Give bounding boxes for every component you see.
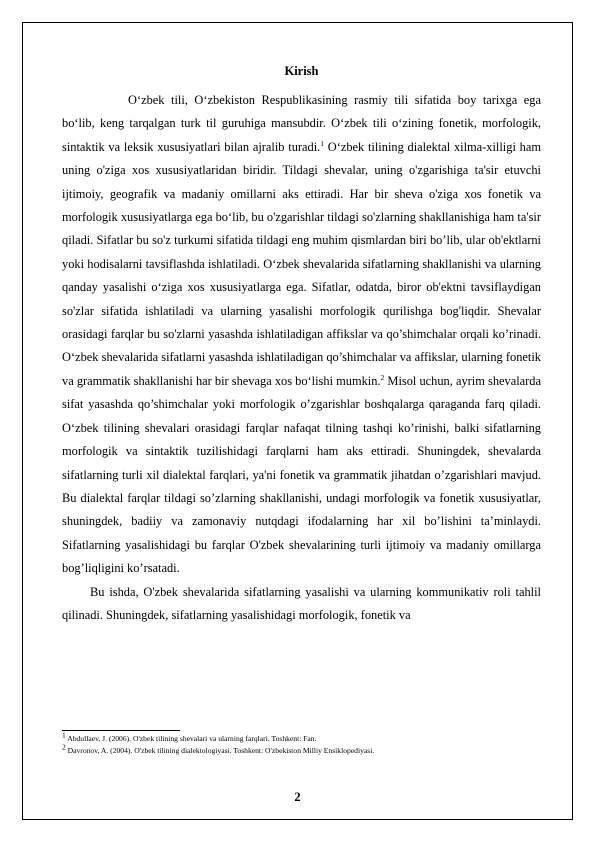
footnote-mark: 1	[62, 730, 66, 740]
footnote-text: Davronov, A. (2004). O'zbek tilining dialektologiyasi. Toshkent: O'zbekiston Milliy Ensiklopediyasi.	[65, 746, 375, 755]
paragraph-text: O‘zbek tilining dialektal xilma-xilligi ham uning o'ziga xos xususiyatlaridan biridir. Tildagi shevalar, uning o'zgarishiga ta'sir etuvchi ijtimoiy, geografik va madaniy omillarni aks ettiradi. Har bir sheva o'ziga xos fonetik va morfologik xususiyatlarga ega bo‘lib, bu o'zgarishlar tildagi so'zlarning shakllanishiga ham ta'sir qiladi. Sifatlar bu so'z turkumi sifatida tildagi eng muhim qismlardan biri bo’lib, ular ob'ektlarni yoki hodisalarni tavsiflashda ishlatiladi. O‘zbek shevalarida sifatlarning shakllanishi va ularning qanday yasalishi o‘ziga xos xususiyatlarga ega. Sifatlar, odatda, biror ob'ektni tavsiflaydigan so'zlar sifatida ishlatiladi va ularning yasalishi morfologik qurilishga bog'liqdir. Shevalar orasidagi farqlar bu so'zlarni yasashda ishlatiladigan affikslar va qo’shimchalar orqali ko’rinadi. O‘zbek shevalarida sifatlarni yasashda ishlatiladigan qo’shimchalar va affikslar, ularning fonetik va grammatik shakllanishi har bir shevaga xos bo‘lishi mumkin.	[62, 139, 541, 388]
footnote-separator	[62, 730, 180, 731]
footnote-mark: 2	[62, 742, 66, 752]
footnote-2	[62, 742, 541, 757]
second-paragraph: Bu ishda, O'zbek shevalarida sifatlarning yasalishi va ularning kommunikativ roli tahlil qilinadi. Shuningdek, sifatlarning yasalishidagi morfologik, fonetik va	[62, 584, 541, 622]
paragraph-text: O‘zbek tili, O‘zbekiston Respublikasining rasmiy tili sifatida boy tarixga ega bo‘lib, keng tarqalgan turk til guruhiga mansubdir. O‘zbek tili o‘zining fonetik, morfologik, sintaktik va leksik xususiyatlari bilan ajralib turadi.	[62, 93, 541, 154]
footnote-ref-1[interactable]: 1	[320, 138, 324, 148]
footnote-text: Abdullaev, J. (2006). O'zbek tilining shevalari va ularning farqlari. Toshkent: Fan.	[65, 734, 317, 743]
footnotes	[62, 730, 541, 757]
paragraph-text: Misol uchun, ayrim shevalarda sifat yasashda qo’shimchalar yoki morfologik o’zgarishlar boshqalarga qaraganda farq qiladi. O‘zbek tilining shevalari orasidagi farqlar nafaqat tilning tashqi ko’rinishi, balki sifatlarning morfologik va sintaktik tuzilishidagi farqlarni ham aks ettiradi. Shuningdek, shevalarda sifatlarning turli xil dialektal farqlari, ya'ni fonetik va grammatik jihatdan o’zgarishlari mavjud. Bu dialektal farqlar tildagi so’zlarning shakllanishi, undagi morfologik va fonetik xususiyatlar, shuningdek, badiiy va zamonaviy nutqdagi ifodalarning har xil bo’lishini ta’minlaydi. Sifatlarning yasalishidagi bu farqlar O'zbek shevalarining turli ijtimoiy va madaniy omillarga bog’liqligini ko’rsatadi.	[62, 373, 541, 576]
intro-paragraph	[62, 89, 541, 581]
footnote-ref-2[interactable]: 2	[380, 372, 385, 382]
page-title: Kirish	[284, 64, 319, 78]
main-content	[62, 64, 541, 627]
footnote-1	[62, 730, 541, 745]
page-number: 2	[294, 790, 301, 804]
